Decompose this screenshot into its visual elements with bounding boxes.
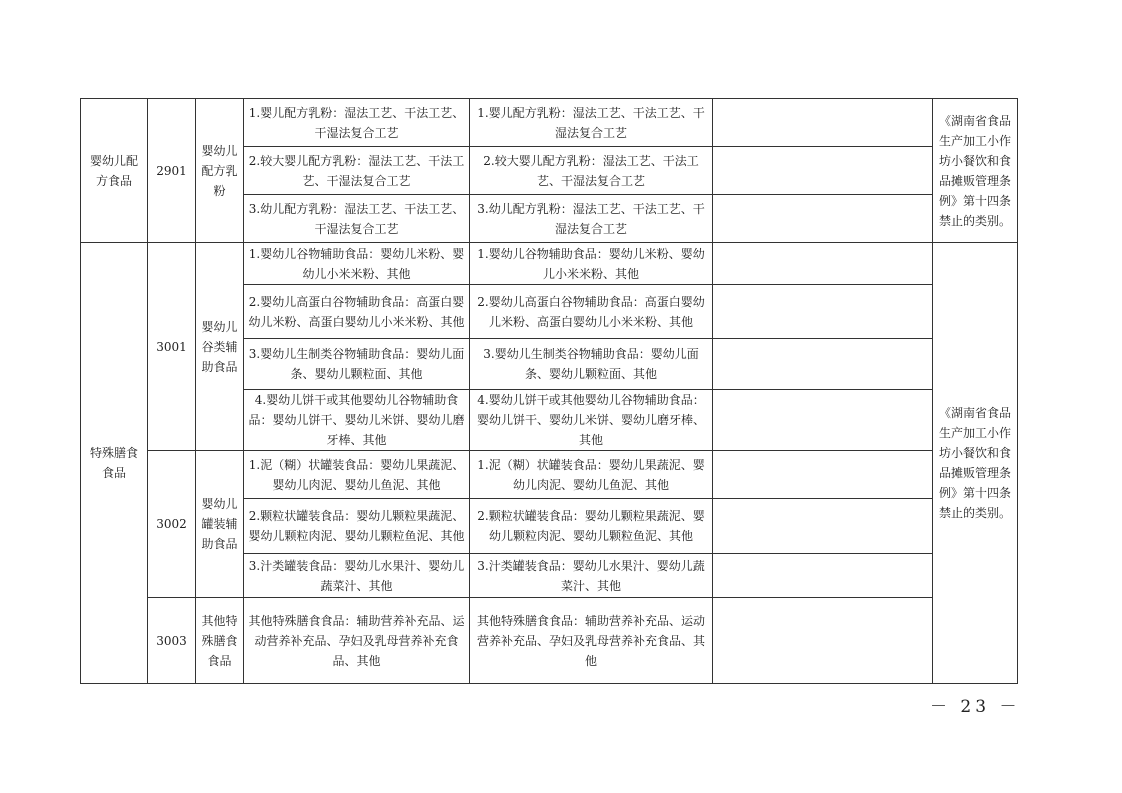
subcategory-cell: 婴幼儿罐装辅助食品 xyxy=(196,451,244,598)
blank-cell xyxy=(713,147,933,195)
detail-cell: 2.颗粒状罐装食品：婴幼儿颗粒果蔬泥、婴幼儿颗粒肉泥、婴幼儿颗粒鱼泥、其他 xyxy=(244,499,470,554)
blank-cell xyxy=(713,390,933,451)
detail-cell: 2.婴幼儿高蛋白谷物辅助食品：高蛋白婴幼儿米粉、高蛋白婴幼儿小米米粉、其他 xyxy=(244,285,470,339)
prohibited-detail-cell: 4.婴幼儿饼干或其他婴幼儿谷物辅助食品：婴幼儿饼干、婴幼儿米饼、婴幼儿磨牙棒、其他 xyxy=(470,390,713,451)
category-cell: 婴幼儿配方食品 xyxy=(81,99,148,243)
code-cell: 3002 xyxy=(148,451,196,598)
detail-cell: 2.较大婴儿配方乳粉：湿法工艺、干法工艺、干湿法复合工艺 xyxy=(244,147,470,195)
prohibited-detail-cell: 2.较大婴儿配方乳粉：湿法工艺、干法工艺、干湿法复合工艺 xyxy=(470,147,713,195)
subcategory-cell: 婴幼儿配方乳粉 xyxy=(196,99,244,243)
subcategory-cell: 婴幼儿谷类辅助食品 xyxy=(196,243,244,451)
blank-cell xyxy=(713,499,933,554)
table-row xyxy=(81,598,1018,684)
blank-cell xyxy=(713,554,933,598)
page-number: － 23 － xyxy=(930,697,1021,717)
blank-cell xyxy=(713,195,933,243)
table-row xyxy=(81,99,1018,147)
prohibited-detail-cell: 2.颗粒状罐装食品：婴幼儿颗粒果蔬泥、婴幼儿颗粒肉泥、婴幼儿颗粒鱼泥、其他 xyxy=(470,499,713,554)
prohibited-detail-cell: 1.婴幼儿谷物辅助食品：婴幼儿米粉、婴幼儿小米米粉、其他 xyxy=(470,243,713,285)
prohibited-detail-cell: 1.泥（糊）状罐装食品：婴幼儿果蔬泥、婴幼儿肉泥、婴幼儿鱼泥、其他 xyxy=(470,451,713,499)
detail-cell: 1.婴幼儿谷物辅助食品：婴幼儿米粉、婴幼儿小米米粉、其他 xyxy=(244,243,470,285)
detail-cell: 1.婴儿配方乳粉：湿法工艺、干法工艺、干湿法复合工艺 xyxy=(244,99,470,147)
prohibited-detail-cell: 其他特殊膳食食品：辅助营养补充品、运动营养补充品、孕妇及乳母营养补充食品、其他 xyxy=(470,598,713,684)
prohibited-detail-cell: 3.汁类罐装食品：婴幼儿水果汁、婴幼儿蔬菜汁、其他 xyxy=(470,554,713,598)
table-row xyxy=(81,243,1018,285)
prohibited-detail-cell: 1.婴儿配方乳粉：湿法工艺、干法工艺、干湿法复合工艺 xyxy=(470,99,713,147)
subcategory-cell: 其他特殊膳食食品 xyxy=(196,598,244,684)
note-cell: 《湖南省食品生产加工小作坊小餐饮和食品摊贩管理条例》第十四条禁止的类别。 xyxy=(933,99,1018,243)
blank-cell xyxy=(713,243,933,285)
code-cell: 2901 xyxy=(148,99,196,243)
prohibited-detail-cell: 2.婴幼儿高蛋白谷物辅助食品：高蛋白婴幼儿米粉、高蛋白婴幼儿小米米粉、其他 xyxy=(470,285,713,339)
prohibited-detail-cell: 3.幼儿配方乳粉：湿法工艺、干法工艺、干湿法复合工艺 xyxy=(470,195,713,243)
category-cell: 特殊膳食食品 xyxy=(81,243,148,684)
prohibited-detail-cell: 3.婴幼儿生制类谷物辅助食品：婴幼儿面条、婴幼儿颗粒面、其他 xyxy=(470,339,713,390)
detail-cell: 3.幼儿配方乳粉：湿法工艺、干法工艺、干湿法复合工艺 xyxy=(244,195,470,243)
blank-cell xyxy=(713,598,933,684)
note-cell: 《湖南省食品生产加工小作坊小餐饮和食品摊贩管理条例》第十四条禁止的类别。 xyxy=(933,243,1018,684)
blank-cell xyxy=(713,99,933,147)
blank-cell xyxy=(713,339,933,390)
table-row xyxy=(81,451,1018,499)
code-cell: 3001 xyxy=(148,243,196,451)
detail-cell: 1.泥（糊）状罐装食品：婴幼儿果蔬泥、婴幼儿肉泥、婴幼儿鱼泥、其他 xyxy=(244,451,470,499)
detail-cell: 3.婴幼儿生制类谷物辅助食品：婴幼儿面条、婴幼儿颗粒面、其他 xyxy=(244,339,470,390)
food-category-table xyxy=(80,98,1018,684)
code-cell: 3003 xyxy=(148,598,196,684)
blank-cell xyxy=(713,451,933,499)
blank-cell xyxy=(713,285,933,339)
detail-cell: 其他特殊膳食食品：辅助营养补充品、运动营养补充品、孕妇及乳母营养补充食品、其他 xyxy=(244,598,470,684)
detail-cell: 3.汁类罐装食品：婴幼儿水果汁、婴幼儿蔬菜汁、其他 xyxy=(244,554,470,598)
detail-cell: 4.婴幼儿饼干或其他婴幼儿谷物辅助食品：婴幼儿饼干、婴幼儿米饼、婴幼儿磨牙棒、其他 xyxy=(244,390,470,451)
